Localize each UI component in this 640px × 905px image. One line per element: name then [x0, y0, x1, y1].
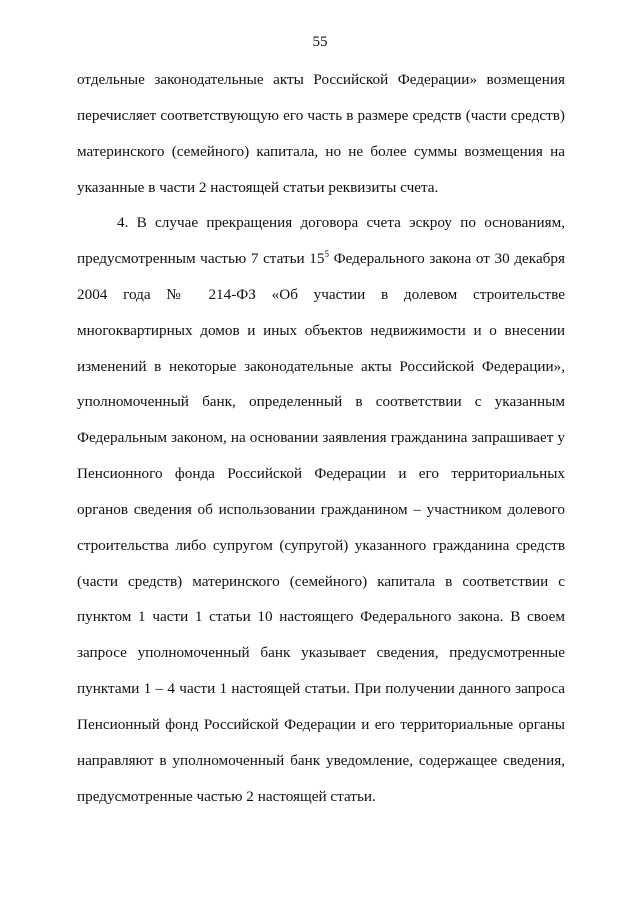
text-line: уполномоченный банк, определенный в соответствии с указанным [77, 393, 565, 410]
text-line: (части средств) материнского (семейного) капитала в соответствии с [77, 573, 565, 590]
text-line: предусмотренные частью 2 настоящей статьи. [77, 788, 376, 805]
text-line: органов сведения об использовании гражданином – участником долевого [77, 501, 565, 518]
text-line: материнского (семейного) капитала, но не более суммы возмещения на [77, 143, 565, 160]
text-line: строительства либо супругом (супругой) указанного гражданина средств [77, 537, 565, 554]
text-line: 2004 года № 214-ФЗ «Об участии в долевом строительстве [77, 286, 565, 303]
text-line: пунктами 1 – 4 части 1 настоящей статьи. При получении данного запроса [77, 680, 565, 697]
text-line: отдельные законодательные акты Российской Федерации» возмещения [77, 71, 565, 88]
text-line: Пенсионный фонд Российской Федерации и его территориальные органы [77, 716, 565, 733]
text-line: пунктом 1 части 1 статьи 10 настоящего Федерального закона. В своем [77, 608, 565, 625]
page-number: 55 [312, 34, 328, 50]
text-line: указанные в части 2 настоящей статьи реквизиты счета. [77, 179, 439, 196]
text-line: запросе уполномоченный банк указывает сведения, предусмотренные [77, 644, 565, 661]
text-line: направляют в уполномоченный банк уведомление, содержащее сведения, [77, 752, 565, 769]
text-segment: Федерального закона от 30 декабря [329, 250, 565, 267]
text-line: Пенсионного фонда Российской Федерации и его территориальных [77, 465, 565, 482]
text-line: изменений в некоторые законодательные акты Российской Федерации», [77, 358, 565, 375]
text-segment: предусмотренным частью 7 статьи 15 [77, 250, 325, 267]
paragraph-start-line: 4. В случае прекращения договора счета эскроу по основаниям, [117, 214, 565, 231]
text-line: перечисляет соответствующую его часть в размере средств (части средств) [77, 107, 565, 124]
text-line: многоквартирных домов и иных объектов недвижимости и о внесении [77, 322, 565, 339]
text-line: Федеральным законом, на основании заявления гражданина запрашивает у [77, 429, 565, 446]
superscript: 5 [324, 248, 329, 259]
text-line-with-superscript [77, 249, 565, 269]
